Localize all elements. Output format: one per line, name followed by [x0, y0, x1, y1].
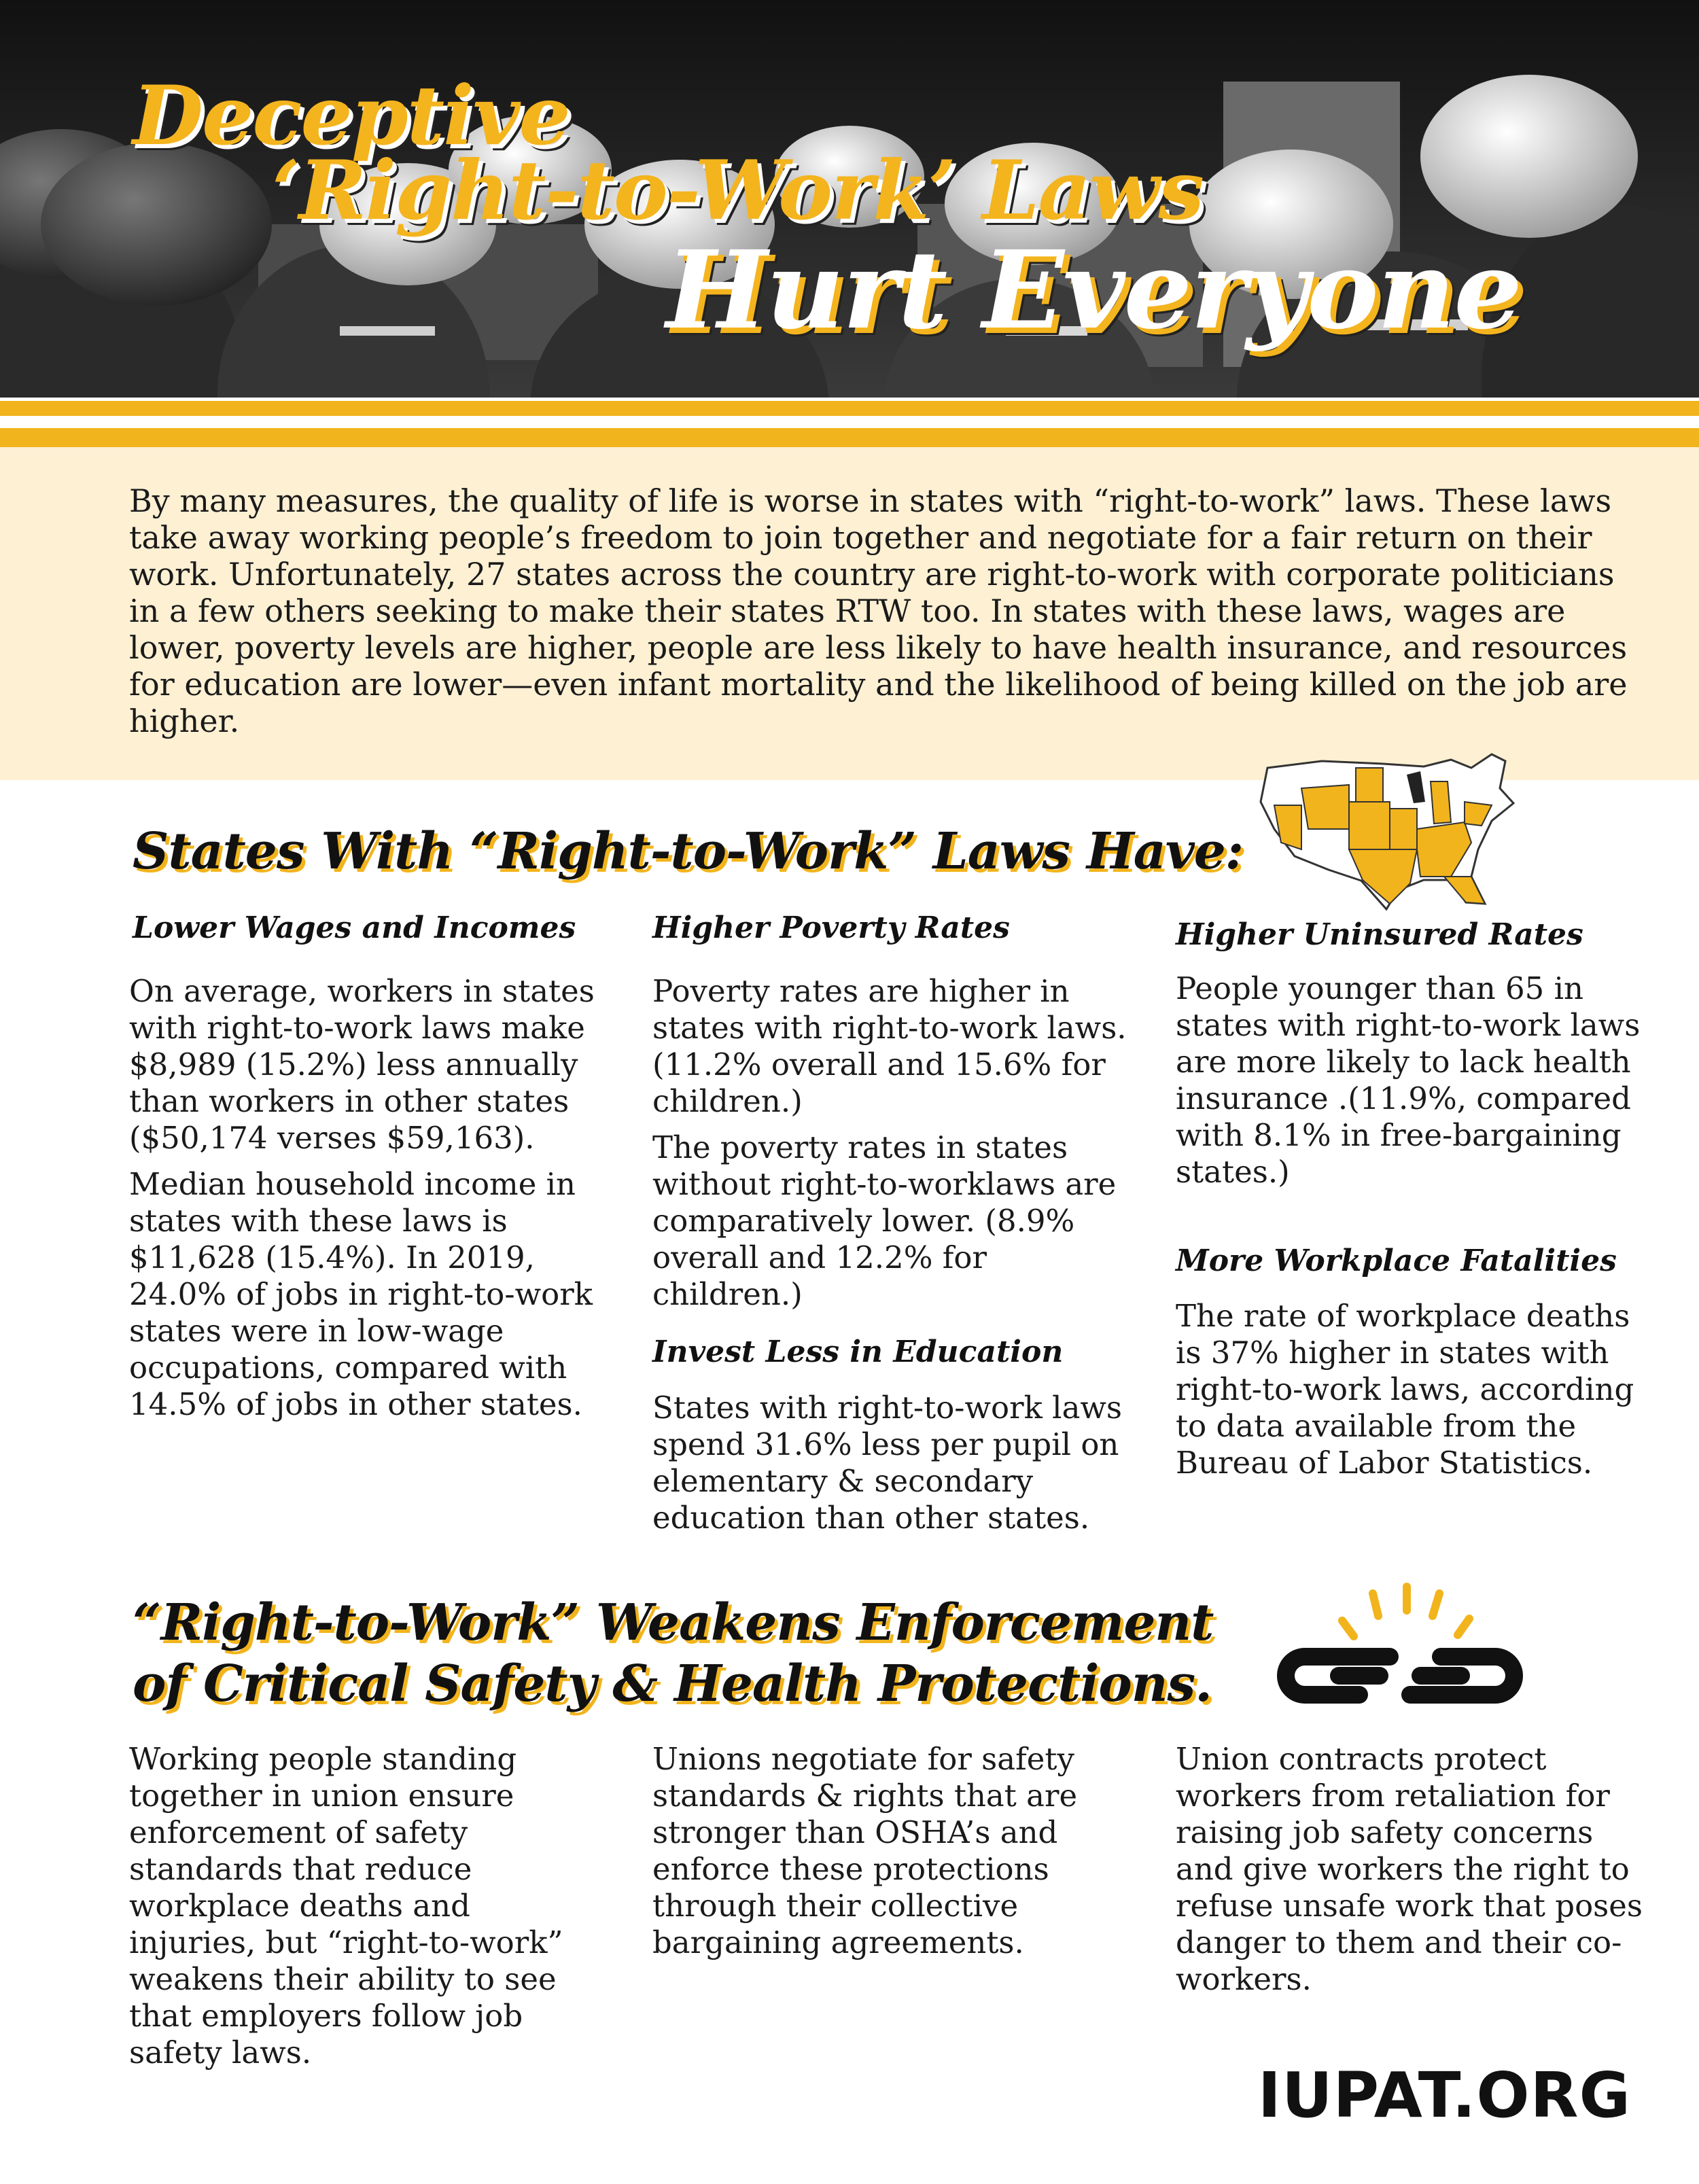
col2-title-education: Invest Less in Education [652, 1335, 1064, 1369]
col2-title-poverty: Higher Poverty Rates [652, 911, 1010, 945]
intro-paragraph: By many measures, the quality of life is worse in states with “right-to-work” laws. These laws take away working people’s freedom to join together and negotiate for a fair return on their work. Unfortunately, 27 states across the country are right-to-work with corporate politicians in a few others seeking to make their states RTW too. In states with these laws, wages are lower, poverty levels are higher, people are less likely to have health insurance, and resources for education are lower—even infant mortality and the likelihood of being killed on the job are higher. [129, 482, 1628, 739]
title-line-deceptive: Deceptive [133, 68, 570, 164]
col2-paragraph-1: Poverty rates are higher in states with right-to-work laws. (11.2% overall and 15.6% for children.) [652, 973, 1127, 1119]
broken-chain-icon [1257, 1577, 1543, 1733]
col1-paragraph-2: Median household income in states with these laws is $11,628 (15.4%). In 2019, 24.0% of jobs in right-to-work states were in low-wage occupations, compared with 14.5% of jobs in other states. [129, 1166, 593, 1422]
section2-heading-line2: of Critical Safety & Health Protections. [133, 1655, 1212, 1713]
header-stripe-top [0, 401, 1699, 416]
section2-col1-paragraph: Working people standing together in union ensure enforcement of safety standards that reduce workplace deaths and injuries, but “right-to-work” weakens their ability to see that employers follow job safety laws. [129, 1741, 563, 2071]
header-stripe-bottom [0, 428, 1699, 447]
section2-heading-line1: “Right-to-Work” Weakens Enforcement [133, 1593, 1214, 1652]
col3-paragraph-2: The rate of workplace deaths is 37% higher in states with right-to-work laws, according to data available from the Bureau of Labor Statistics. [1176, 1298, 1634, 1481]
col1-title-lower-wages: Lower Wages and Incomes [133, 911, 576, 945]
col3-paragraph-1: People younger than 65 in states with right-to-work laws are more likely to lack health insurance .(11.9%, compared with 8.1% in free-bargaining states.) [1176, 970, 1641, 1190]
col2-paragraph-3: States with right-to-work laws spend 31.6% less per pupil on elementary & secondary education than other states. [652, 1390, 1123, 1536]
col1-paragraph-1: On average, workers in states with right-to-work laws make $8,989 (15.2%) less annually than workers in other states ($50,174 verses $59,163). [129, 973, 595, 1156]
col3-title-uninsured: Higher Uninsured Rates [1176, 917, 1583, 952]
col2-paragraph-2: The poverty rates in states without right-to-worklaws are comparatively lower. (8.9% overall and 12.2% for children.) [652, 1129, 1117, 1312]
section2-col2-paragraph: Unions negotiate for safety standards & rights that are stronger than OSHA’s and enforce these protections through their collective bargaining agreements. [652, 1741, 1078, 1960]
footer-url-link[interactable]: IUPAT.ORG [1257, 2059, 1631, 2132]
header-banner [0, 0, 1699, 398]
us-map-icon [1247, 747, 1532, 911]
col3-title-fatalities: More Workplace Fatalities [1176, 1244, 1617, 1278]
section1-heading: States With “Right-to-Work” Laws Have: [133, 822, 1244, 881]
title-line-hurt-everyone: Hurt Everyone [666, 228, 1521, 353]
title-line-right-to-work-laws: ‘Right-to-Work’ Laws [272, 143, 1204, 239]
section2-col3-paragraph: Union contracts protect workers from retaliation for raising job safety concerns and give workers the right to refuse unsafe work that poses danger to them and their co-workers. [1176, 1741, 1643, 1997]
